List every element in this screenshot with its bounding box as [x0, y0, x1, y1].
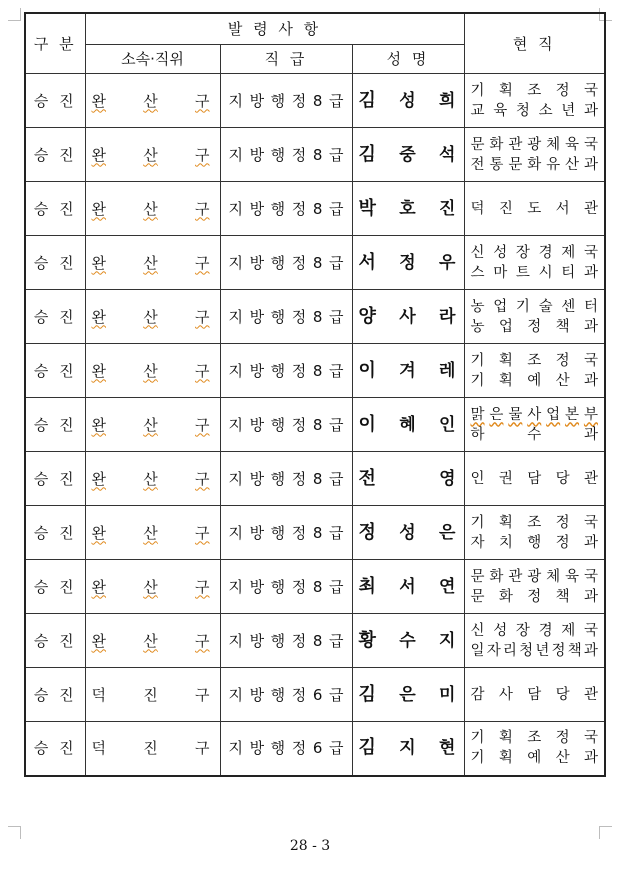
- header-dept-title: 소속·직위: [85, 45, 220, 74]
- category-cell: 승 진: [25, 182, 85, 236]
- person-name: 양 사 라: [358, 305, 456, 327]
- current-post-line: 하 수 과: [470, 426, 598, 443]
- current-post-cell: [464, 668, 605, 722]
- dept-text: 완 산 구: [91, 91, 210, 110]
- dept-text: 완 산 구: [91, 361, 210, 380]
- dept-text: 완 산 구: [91, 145, 210, 164]
- grade-text: 지 방 행 정 6 급: [228, 739, 344, 758]
- table-row: [25, 128, 605, 182]
- current-post-cell: [464, 236, 605, 290]
- name-cell: [352, 452, 464, 506]
- header-current-post: 현 직: [464, 13, 605, 74]
- table-row: [25, 722, 605, 776]
- grade-cell: [220, 74, 352, 128]
- dept-cell: [85, 452, 220, 506]
- dept-cell: [85, 398, 220, 452]
- dept-cell: [85, 506, 220, 560]
- grade-cell: [220, 668, 352, 722]
- grade-text: 지 방 행 정 8 급: [228, 415, 344, 434]
- current-post-cell: [464, 560, 605, 614]
- current-post-line: 일 자 리 청 년 정 책 과: [470, 642, 598, 659]
- grade-cell: [220, 722, 352, 776]
- name-cell: [352, 128, 464, 182]
- page-number: 28 - 3: [289, 838, 331, 854]
- grade-text: 지 방 행 정 8 급: [228, 523, 344, 542]
- current-post-cell: [464, 722, 605, 776]
- current-post-line: 기 획 조 정 국: [470, 352, 598, 369]
- grade-cell: [220, 452, 352, 506]
- category-cell: 승 진: [25, 614, 85, 668]
- person-name: 전 영: [358, 467, 456, 489]
- name-cell: [352, 74, 464, 128]
- current-post-cell: [464, 74, 605, 128]
- category-cell: 승 진: [25, 398, 85, 452]
- current-post-line: 전 통 문 화 유 산 과: [470, 156, 598, 173]
- category-cell: 승 진: [25, 722, 85, 776]
- category-cell: 승 진: [25, 236, 85, 290]
- current-post-line: 감 사 담 당 관: [470, 686, 598, 703]
- grade-cell: [220, 398, 352, 452]
- grade-text: 지 방 행 정 8 급: [228, 361, 344, 380]
- category-cell: 승 진: [25, 452, 85, 506]
- current-post-line: 자 치 행 정 과: [470, 534, 598, 551]
- category-cell: 승 진: [25, 506, 85, 560]
- person-name: 박 호 진: [358, 197, 456, 219]
- dept-text: 완 산 구: [91, 577, 210, 596]
- current-post-line: 인 권 담 당 관: [470, 470, 598, 487]
- dept-text: 완 산 구: [91, 415, 210, 434]
- grade-cell: [220, 506, 352, 560]
- dept-cell: [85, 236, 220, 290]
- dept-text: 완 산 구: [91, 469, 210, 488]
- current-post-cell: [464, 614, 605, 668]
- person-name: 김 성 희: [358, 89, 456, 111]
- current-post-cell: [464, 506, 605, 560]
- person-name: 서 정 우: [358, 251, 456, 273]
- person-name: 최 서 연: [358, 575, 456, 597]
- grade-cell: [220, 182, 352, 236]
- table-row: [25, 452, 605, 506]
- current-post-line: 기 획 예 산 과: [470, 750, 598, 767]
- person-name: 황 수 지: [358, 629, 456, 651]
- grade-text: 지 방 행 정 8 급: [228, 307, 344, 326]
- dept-text: 완 산 구: [91, 307, 210, 326]
- table-row: [25, 344, 605, 398]
- grade-text: 지 방 행 정 8 급: [228, 91, 344, 110]
- table-row: [25, 560, 605, 614]
- name-cell: [352, 398, 464, 452]
- header-orders: 발 령 사 항: [85, 13, 464, 45]
- category-cell: 승 진: [25, 668, 85, 722]
- current-post-cell: [464, 182, 605, 236]
- current-post-line: 기 획 조 정 국: [470, 514, 598, 531]
- person-name: 정 성 은: [358, 521, 456, 543]
- header-grade: 직 급: [220, 45, 352, 74]
- dept-cell: [85, 722, 220, 776]
- name-cell: [352, 290, 464, 344]
- table-row: [25, 74, 605, 128]
- table-row: [25, 182, 605, 236]
- category-cell: 승 진: [25, 128, 85, 182]
- table-row: [25, 236, 605, 290]
- table-row: [25, 398, 605, 452]
- grade-text: 지 방 행 정 6 급: [228, 685, 344, 704]
- current-post-line: 기 획 조 정 국: [470, 730, 598, 747]
- corner-mark-top-left: [8, 8, 21, 21]
- name-cell: [352, 560, 464, 614]
- name-cell: [352, 182, 464, 236]
- person-name: 이 겨 레: [358, 359, 456, 381]
- current-post-line: 맑 은 물 사 업 본 부: [470, 406, 598, 423]
- category-cell: 승 진: [25, 290, 85, 344]
- dept-cell: [85, 182, 220, 236]
- grade-cell: [220, 128, 352, 182]
- current-post-cell: [464, 452, 605, 506]
- category-cell: 승 진: [25, 74, 85, 128]
- header-category: 구 분: [25, 13, 85, 74]
- current-post-line: 문 화 정 책 과: [470, 588, 598, 605]
- name-cell: [352, 344, 464, 398]
- dept-text: 완 산 구: [91, 631, 210, 650]
- grade-text: 지 방 행 정 8 급: [228, 253, 344, 272]
- person-name: 이 혜 인: [358, 413, 456, 435]
- name-cell: [352, 236, 464, 290]
- grade-text: 지 방 행 정 8 급: [228, 631, 344, 650]
- grade-cell: [220, 290, 352, 344]
- name-cell: [352, 614, 464, 668]
- category-cell: 승 진: [25, 344, 85, 398]
- dept-text: 덕 진 구: [91, 739, 210, 758]
- person-name: 김 지 현: [358, 737, 456, 759]
- grade-cell: [220, 236, 352, 290]
- grade-cell: [220, 614, 352, 668]
- grade-text: 지 방 행 정 8 급: [228, 145, 344, 164]
- current-post-cell: [464, 128, 605, 182]
- orders-body: [25, 74, 605, 776]
- current-post-cell: [464, 344, 605, 398]
- current-post-line: 신 성 장 경 제 국: [470, 622, 598, 639]
- grade-text: 지 방 행 정 8 급: [228, 577, 344, 596]
- name-cell: [352, 668, 464, 722]
- current-post-line: 덕 진 도 서 관: [470, 200, 598, 217]
- dept-cell: [85, 614, 220, 668]
- table-row: [25, 668, 605, 722]
- dept-cell: [85, 128, 220, 182]
- header-name: 성 명: [352, 45, 464, 74]
- current-post-line: 기 획 조 정 국: [470, 82, 598, 99]
- current-post-line: 교 육 청 소 년 과: [470, 102, 598, 119]
- dept-cell: [85, 344, 220, 398]
- dept-text: 덕 진 구: [91, 685, 210, 704]
- name-cell: [352, 722, 464, 776]
- grade-text: 지 방 행 정 8 급: [228, 469, 344, 488]
- current-post-line: 농 업 정 책 과: [470, 318, 598, 335]
- name-cell: [352, 506, 464, 560]
- current-post-line: 문 화 관 광 체 육 국: [470, 136, 598, 153]
- dept-text: 완 산 구: [91, 199, 210, 218]
- person-name: 김 은 미: [358, 683, 456, 705]
- grade-cell: [220, 560, 352, 614]
- current-post-cell: [464, 290, 605, 344]
- current-post-line: 스 마 트 시 티 과: [470, 264, 598, 281]
- current-post-line: 농 업 기 술 센 터: [470, 298, 598, 315]
- dept-cell: [85, 290, 220, 344]
- table-row: [25, 614, 605, 668]
- grade-cell: [220, 344, 352, 398]
- dept-text: 완 산 구: [91, 523, 210, 542]
- table-row: [25, 506, 605, 560]
- table-row: [25, 290, 605, 344]
- grade-text: 지 방 행 정 8 급: [228, 199, 344, 218]
- category-cell: 승 진: [25, 560, 85, 614]
- current-post-line: 문 화 관 광 체 육 국: [470, 568, 598, 585]
- dept-cell: [85, 560, 220, 614]
- dept-cell: [85, 74, 220, 128]
- current-post-line: 기 획 예 산 과: [470, 372, 598, 389]
- person-name: 김 중 석: [358, 143, 456, 165]
- dept-cell: [85, 668, 220, 722]
- dept-text: 완 산 구: [91, 253, 210, 272]
- current-post-cell: [464, 398, 605, 452]
- personnel-orders-table: [24, 12, 606, 777]
- current-post-line: 신 성 장 경 제 국: [470, 244, 598, 261]
